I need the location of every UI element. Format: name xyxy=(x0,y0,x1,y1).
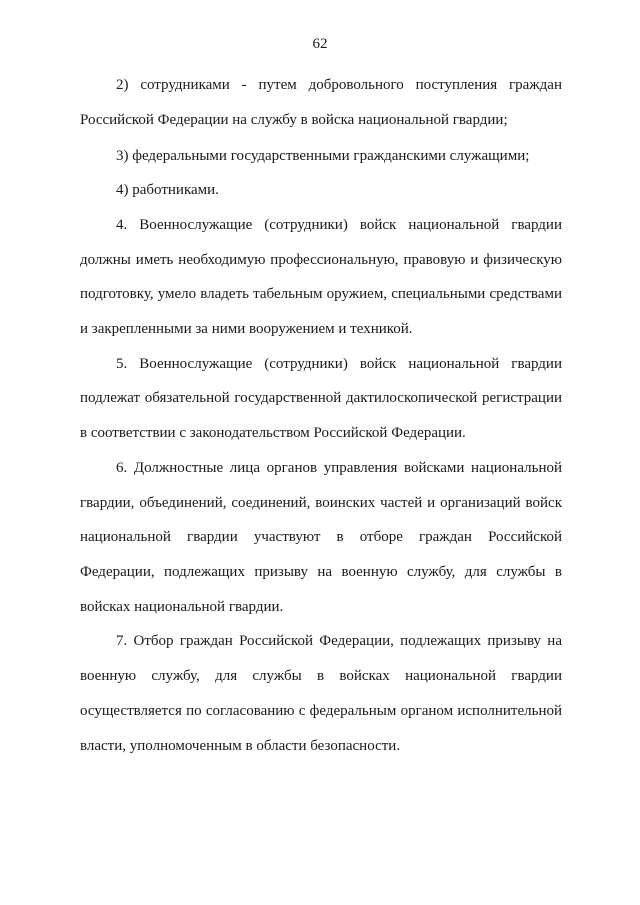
text-line: гвардии, объединений, соединений, воинских частей и организаций войск xyxy=(80,495,562,511)
text-line: 5. Военнослужащие (сотрудники) войск национальной гвардии xyxy=(116,356,562,372)
text-line: войсках национальной гвардии. xyxy=(80,599,284,615)
text-line: и закрепленными за ними вооружением и техникой. xyxy=(80,321,413,337)
text-line: Российской Федерации на службу в войска национальной гвардии; xyxy=(80,112,508,128)
text-line: 3) федеральными государственными гражданскими служащими; xyxy=(116,148,530,164)
text-line: осуществляется по согласованию с федеральным органом исполнительной xyxy=(80,703,562,719)
text-line: 4) работниками. xyxy=(116,182,219,198)
text-line: подлежат обязательной государственной дактилоскопической регистрации xyxy=(80,390,562,406)
text-line: национальной гвардии участвуют в отборе граждан Российской xyxy=(80,529,562,545)
text-line: Федерации, подлежащих призыву на военную службу, для службы в xyxy=(80,564,562,580)
page-number: 62 xyxy=(312,36,328,52)
text-line: должны иметь необходимую профессиональную, правовую и физическую xyxy=(80,252,562,268)
text-line: 4. Военнослужащие (сотрудники) войск национальной гвардии xyxy=(116,217,562,233)
text-line: 7. Отбор граждан Российской Федерации, подлежащих призыву на xyxy=(116,633,562,649)
text-line: военную службу, для службы в войсках национальной гвардии xyxy=(80,668,562,684)
text-line: власти, уполномоченным в области безопасности. xyxy=(80,738,401,754)
text-line: 2) сотрудниками - путем добровольного поступления граждан xyxy=(116,77,562,93)
text-line: подготовку, умело владеть табельным оружием, специальными средствами xyxy=(80,286,562,302)
text-line: в соответствии с законодательством Российской Федерации. xyxy=(80,425,466,441)
text-line: 6. Должностные лица органов управления войсками национальной xyxy=(116,460,562,476)
